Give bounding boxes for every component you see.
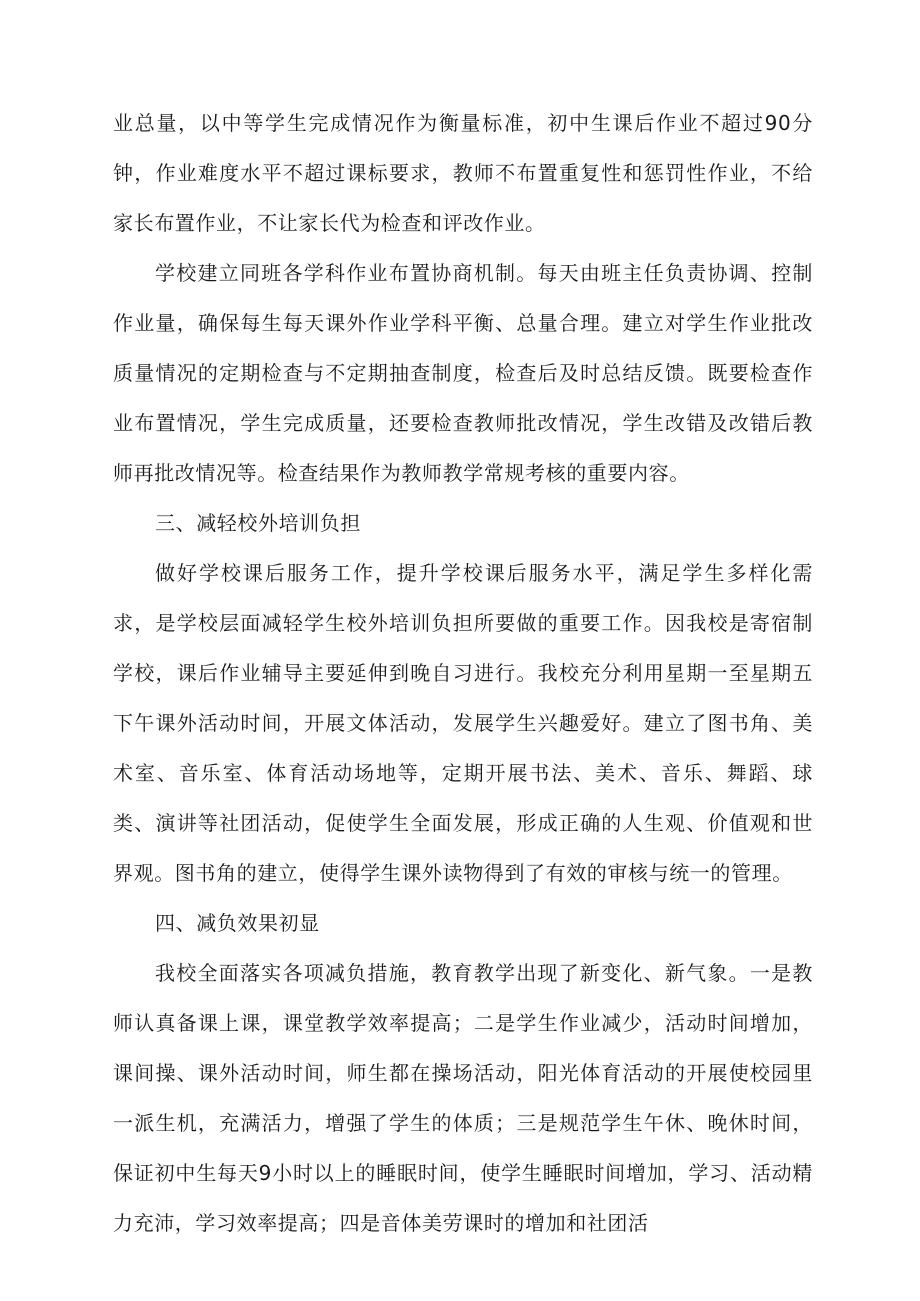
- document-body: [113, 98, 813, 1248]
- paragraph-burden-reduction-effects: 我校全面落实各项减负措施，教育教学出现了新变化、新气象。一是教师认真备课上课，课堂教学效率提高；二是学生作业减少，活动时间增加，课间操、课外活动时间，师生都在操场活动，阳光体育活动的开展使校园里一派生机，充满活力，增强了学生的体质；三是规范学生午休、晚休时间，保证初中生每天9小时以上的睡眠时间，使学生睡眠时间增加，学习、活动精力充沛，学习效率提高；四是音体美劳课时的增加和社团活: [113, 961, 813, 1235]
- paragraph-homework-coordination: 学校建立同班各学科作业布置协商机制。每天由班主任负责协调、控制作业量，确保每生每天课外作业学科平衡、总量合理。建立对学生作业批改质量情况的定期检查与不定期抽查制度，检查后及时总结反馈。既要检查作业布置情况，学生完成质量，还要检查教师批改情况，学生改错及改错后教师再批改情况等。检查结果作为教师教学常规考核的重要内容。: [113, 261, 813, 485]
- section-heading-4: 四、减负效果初显: [155, 911, 320, 935]
- paragraph-workload-standard: 业总量，以中等学生完成情况作为衡量标准，初中生课后作业不超过90分钟，作业难度水平不超过课标要求，教师不布置重复性和惩罚性作业，不给家长布置作业，不让家长代为检查和评改作业。: [113, 111, 813, 235]
- section-heading-3: 三、减轻校外培训负担: [155, 511, 361, 535]
- paragraph-after-school-service: 做好学校课后服务工作，提升学校课后服务水平，满足学生多样化需求，是学校层面减轻学生校外培训负担所要做的重要工作。因我校是寄宿制学校，课后作业辅导主要延伸到晚自习进行。我校充分利用星期一至星期五下午课外活动时间，开展文体活动，发展学生兴趣爱好。建立了图书角、美术室、音乐室、体育活动场地等，定期开展书法、美术、音乐、舞蹈、球类、演讲等社团活动，促使学生全面发展，形成正确的人生观、价值观和世界观。图书角的建立，使得学生课外读物得到了有效的审核与统一的管理。: [113, 561, 813, 885]
